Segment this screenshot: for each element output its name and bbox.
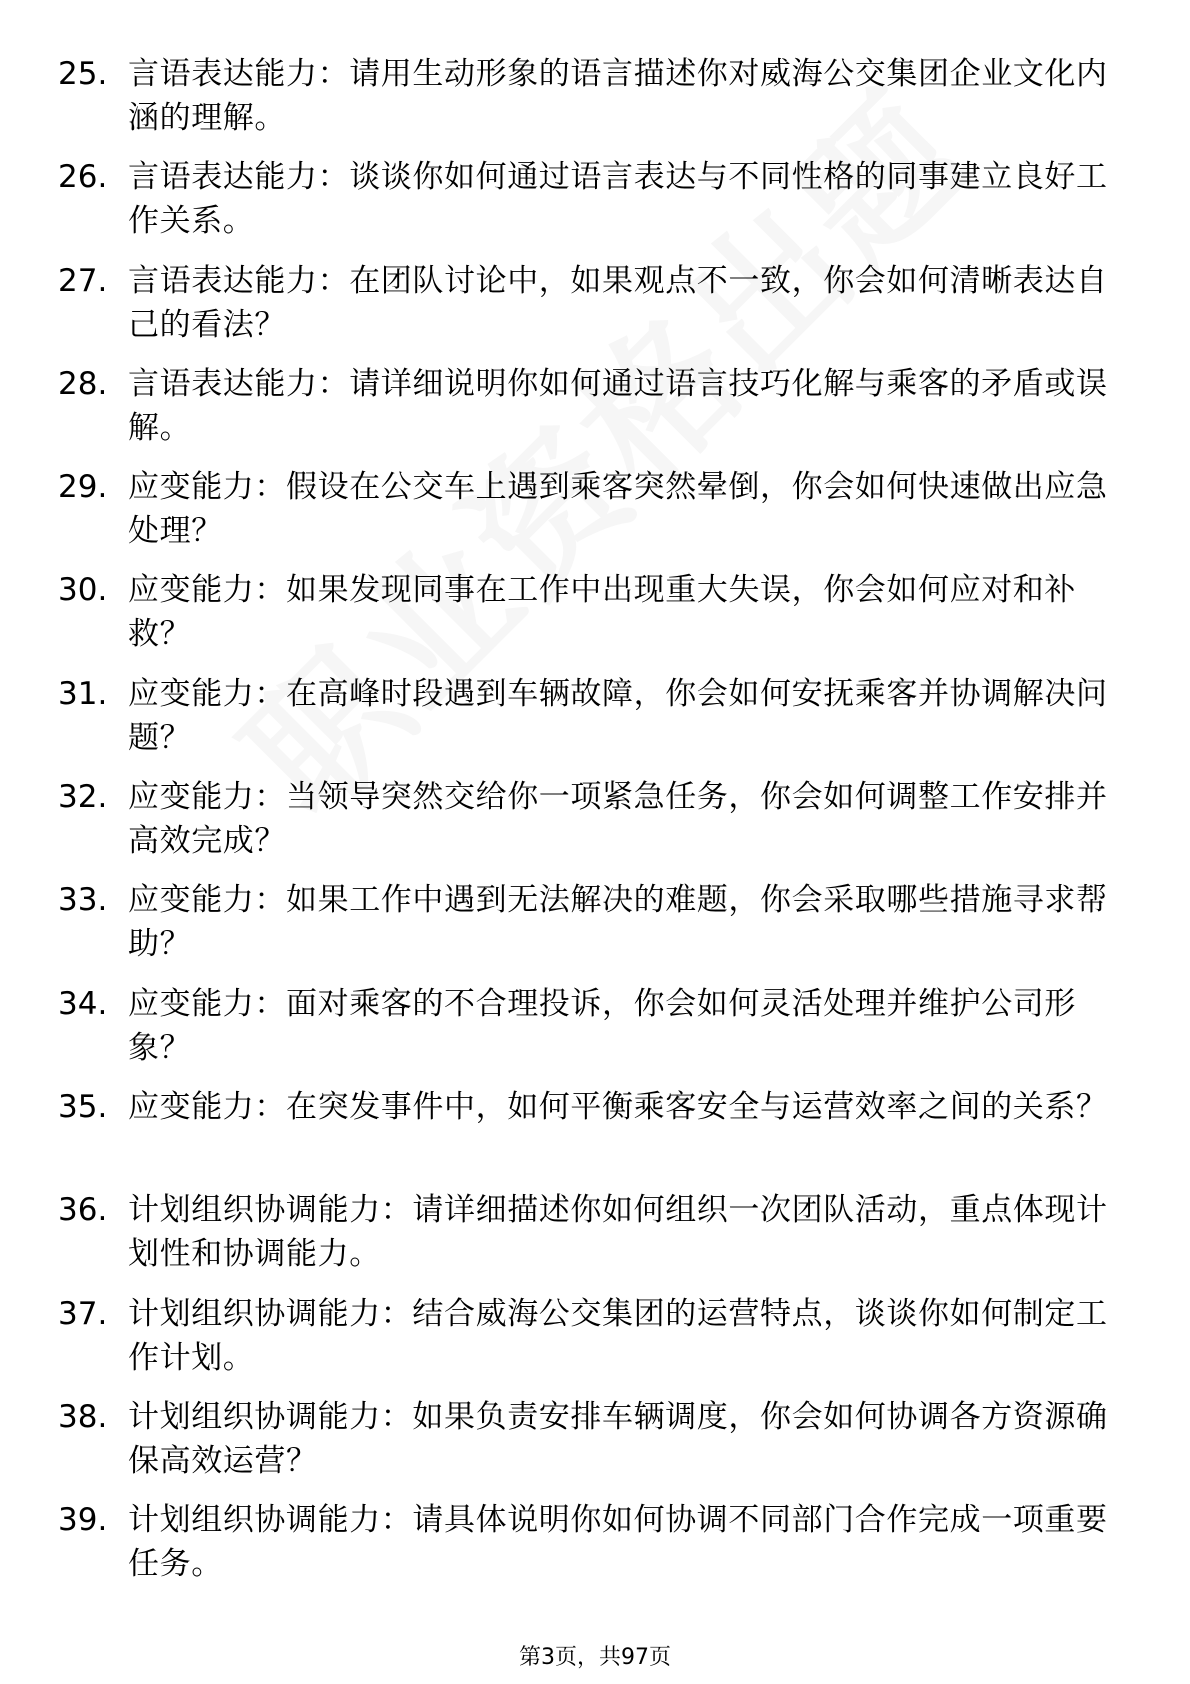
- question-text: 言语表达能力：请详细说明你如何通过语言技巧化解与乘客的矛盾或误解。: [128, 365, 1108, 446]
- list-item: [0, 155, 1190, 258]
- question-text: 应变能力：当领导突然交给你一项紧急任务，你会如何调整工作安排并高效完成？: [128, 779, 1108, 860]
- page-footer: 第3页，共97页: [519, 1645, 671, 1670]
- question-number: 31.: [58, 675, 108, 712]
- question-text: 应变能力：在突发事件中，如何平衡乘客安全与运营效率之间的关系？: [128, 1088, 1108, 1125]
- question-text: 言语表达能力：谈谈你如何通过语言表达与不同性格的同事建立良好工作关系。: [128, 159, 1108, 240]
- question-text: 计划组织协调能力：结合威海公交集团的运营特点，谈谈你如何制定工作计划。: [128, 1295, 1108, 1376]
- question-text: 应变能力：在高峰时段遇到车辆故障，你会如何安抚乘客并协调解决问题？: [128, 675, 1108, 756]
- question-number: 28.: [58, 365, 108, 402]
- list-item: [0, 1498, 1190, 1601]
- list-item: [0, 465, 1190, 568]
- question-number: 38.: [58, 1398, 108, 1435]
- list-item: [0, 878, 1190, 981]
- question-number: 37.: [58, 1295, 108, 1332]
- question-text: 计划组织协调能力：请详细描述你如何组织一次团队活动，重点体现计划性和协调能力。: [128, 1192, 1108, 1273]
- list-item: [0, 1085, 1190, 1188]
- list-item: [0, 362, 1190, 465]
- list-item: [0, 775, 1190, 878]
- question-text: 应变能力：面对乘客的不合理投诉，你会如何灵活处理并维护公司形象？: [128, 985, 1076, 1066]
- question-text: 应变能力：假设在公交车上遇到乘客突然晕倒，你会如何快速做出应急处理？: [128, 469, 1108, 550]
- question-number: 29.: [58, 469, 108, 506]
- question-number: 33.: [58, 882, 108, 919]
- question-number: 27.: [58, 262, 108, 299]
- question-number: 34.: [58, 985, 108, 1022]
- question-number: 25.: [58, 56, 108, 92]
- question-text: 言语表达能力：请用生动形象的语言描述你对威海公交集团企业文化内涵的理解。: [128, 56, 1108, 136]
- question-text: 应变能力：如果工作中遇到无法解决的难题，你会采取哪些措施寻求帮助？: [128, 882, 1108, 963]
- list-item: [0, 568, 1190, 671]
- list-item: [0, 52, 1190, 155]
- list-item: [0, 1292, 1190, 1395]
- list-item: [0, 259, 1190, 362]
- question-text: 应变能力：如果发现同事在工作中出现重大失误，你会如何应对和补救？: [128, 572, 1076, 653]
- list-item: [0, 1188, 1190, 1291]
- question-text: 言语表达能力：在团队讨论中，如果观点不一致，你会如何清晰表达自己的看法？: [128, 262, 1108, 343]
- question-text: 计划组织协调能力：如果负责安排车辆调度，你会如何协调各方资源确保高效运营？: [128, 1398, 1108, 1479]
- question-text: 计划组织协调能力：请具体说明你如何协调不同部门合作完成一项重要任务。: [128, 1502, 1108, 1583]
- list-item: [0, 672, 1190, 775]
- list-item: [0, 982, 1190, 1085]
- question-list: [0, 52, 1190, 1601]
- question-number: 36.: [58, 1192, 108, 1229]
- question-number: 39.: [58, 1502, 108, 1539]
- question-number: 30.: [58, 572, 108, 609]
- list-item: [0, 1395, 1190, 1498]
- question-number: 35.: [58, 1088, 108, 1125]
- question-number: 32.: [58, 779, 108, 816]
- question-number: 26.: [58, 159, 108, 196]
